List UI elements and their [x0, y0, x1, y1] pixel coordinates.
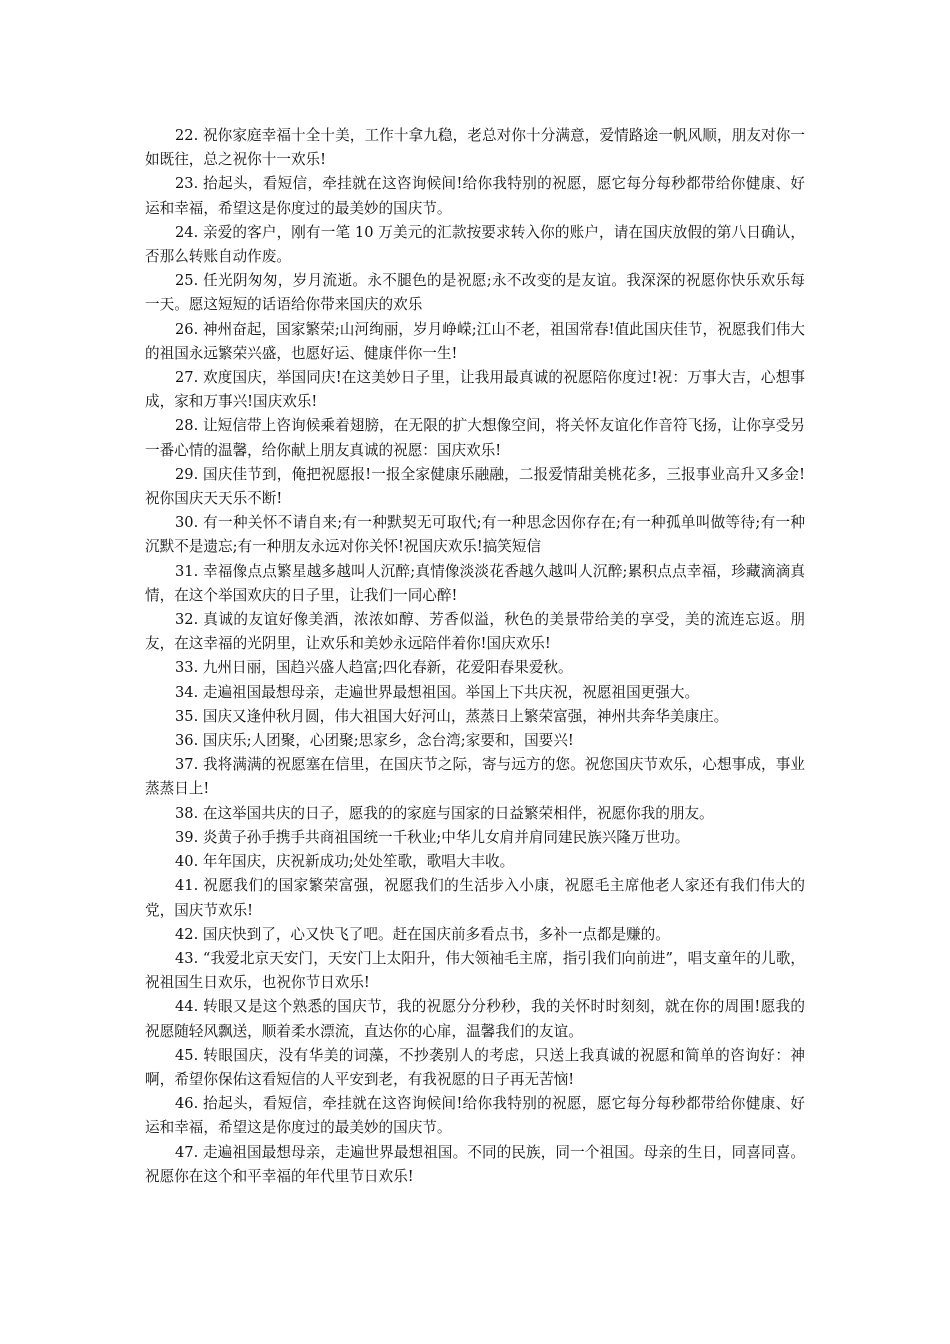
paragraph-41: 41. 祝愿我们的国家繁荣富强，祝愿我们的生活步入小康，祝愿毛主席他老人家还有我们伟大的党，国庆节欢乐! [145, 877, 805, 919]
paragraph-46: 46. 抬起头，看短信，牵挂就在这咨询候间!给你我特别的祝愿，愿它每分每秒都带给你健康、好运和幸福，希望这是你度过的最美妙的国庆节。 [145, 1095, 805, 1137]
paragraph-23: 23. 抬起头，看短信，牵挂就在这咨询候间!给你我特别的祝愿，愿它每分每秒都带给你健康、好运和幸福，希望这是你度过的最美妙的国庆节。 [145, 175, 805, 217]
paragraph-45: 45. 转眼国庆，没有华美的词藻，不抄袭别人的考虑，只送上我真诚的祝愿和简单的咨询好：神啊，希望你保佑这看短信的人平安到老，有我祝愿的日子再无苦恼! [145, 1046, 805, 1088]
paragraph-24: 24. 亲爱的客户，刚有一笔 10 万美元的汇款按要求转入你的账户，请在国庆放假的第八日确认，否那么转账自动作废。 [145, 223, 805, 266]
paragraph-31: 31. 幸福像点点繁星越多越叫人沉醉;真情像淡淡花香越久越叫人沉醉;累积点点幸福，珍藏滴滴真情，在这个举国欢庆的日子里，让我们一同心醉! [145, 562, 805, 604]
paragraph-30: 30. 有一种关怀不请自来;有一种默契无可取代;有一种思念因你存在;有一种孤单叫做等待;有一种沉默不是遗忘;有一种朋友永远对你关怀!祝国庆欢乐!搞笑短信 [145, 514, 805, 556]
paragraph-36: 36. 国庆乐;人团聚，心团聚;思家乡，念台湾;家要和，国要兴! [175, 732, 574, 750]
paragraph-38: 38. 在这举国共庆的日子，愿我的的家庭与国家的日益繁荣相伴，祝愿你我的朋友。 [175, 804, 714, 822]
paragraph-26: 26. 神州奋起，国家繁荣;山河绚丽，岁月峥嵘;江山不老，祖国常春!值此国庆佳节，祝愿我们伟大的祖国永远繁荣兴盛，也愿好运、健康伴你一生! [145, 320, 805, 362]
paragraph-40: 40. 年年国庆，庆祝新成功;处处笙歌，歌唱大丰收。 [175, 853, 515, 871]
document-page [145, 124, 805, 1189]
paragraph-28: 28. 让短信带上咨询候乘着翅膀，在无限的扩大想像空间，将关怀友谊化作音符飞扬，让你享受另一番心情的温馨，给你献上朋友真诚的祝愿：国庆欢乐! [145, 417, 805, 459]
paragraph-33: 33. 九州日丽，国趋兴盛人趋富;四化春新，花爱阳春果爱秋。 [175, 659, 573, 677]
paragraph-42: 42. 国庆快到了，心又快飞了吧。赶在国庆前多看点书，多补一点都是赚的。 [175, 925, 670, 943]
paragraph-22: 22. 祝你家庭幸福十全十美，工作十拿九稳，老总对你十分满意，爱情路途一帆风顺，朋友对你一如既往，总之祝你十一欢乐! [145, 127, 805, 169]
paragraph-27: 27. 欢度国庆，举国同庆!在这美妙日子里，让我用最真诚的祝愿陪你度过!祝：万事大吉，心想事成，家和万事兴!国庆欢乐! [145, 369, 805, 411]
paragraph-25: 25. 任光阴匆匆，岁月流逝。永不腿色的是祝愿;永不改变的是友谊。我深深的祝愿你快乐欢乐每一天。愿这短短的话语给你带来国庆的欢乐 [145, 272, 805, 314]
paragraph-39: 39. 炎黄子孙手携手共商祖国统一千秋业;中华儿女肩并肩同建民族兴隆万世功。 [175, 828, 690, 846]
paragraph-29: 29. 国庆佳节到，俺把祝愿报!一报全家健康乐融融，二报爱情甜美桃花多，三报事业高升又多金!祝你国庆天天乐不断! [145, 465, 805, 508]
paragraph-34: 34. 走遍祖国最想母亲，走遍世界最想祖国。举国上下共庆祝，祝愿祖国更强大。 [175, 683, 700, 701]
paragraph-43: 43. “我爱北京天安门，天安门上太阳升，伟大领袖毛主席，指引我们向前进”，唱支童年的儿歌，祝祖国生日欢乐，也祝你节日欢乐! [145, 949, 805, 992]
paragraph-44: 44. 转眼又是这个熟悉的国庆节，我的祝愿分分秒秒，我的关怀时时刻刻，就在你的周围!愿我的祝愿随轻风飘送，顺着柔水漂流，直达你的心扉，温馨我们的友谊。 [145, 998, 805, 1040]
paragraph-37: 37. 我将满满的祝愿塞在信里，在国庆节之际，寄与远方的您。祝您国庆节欢乐，心想事成，事业蒸蒸日上! [145, 756, 805, 798]
paragraph-32: 32. 真诚的友谊好像美酒，浓浓如醇、芳香似溢，秋色的美景带给美的享受，美的流连忘返。朋友，在这幸福的光阴里，让欢乐和美妙永远陪伴着你!国庆欢乐! [145, 611, 805, 653]
paragraph-35: 35. 国庆又逢仲秋月圆，伟大祖国大好河山，蒸蒸日上繁荣富强，神州共奔华美康庄。 [175, 707, 729, 725]
paragraph-47: 47. 走遍祖国最想母亲，走遍世界最想祖国。不同的民族，同一个祖国。母亲的生日，同喜同喜。祝愿你在这个和平幸福的年代里节日欢乐! [145, 1143, 805, 1185]
